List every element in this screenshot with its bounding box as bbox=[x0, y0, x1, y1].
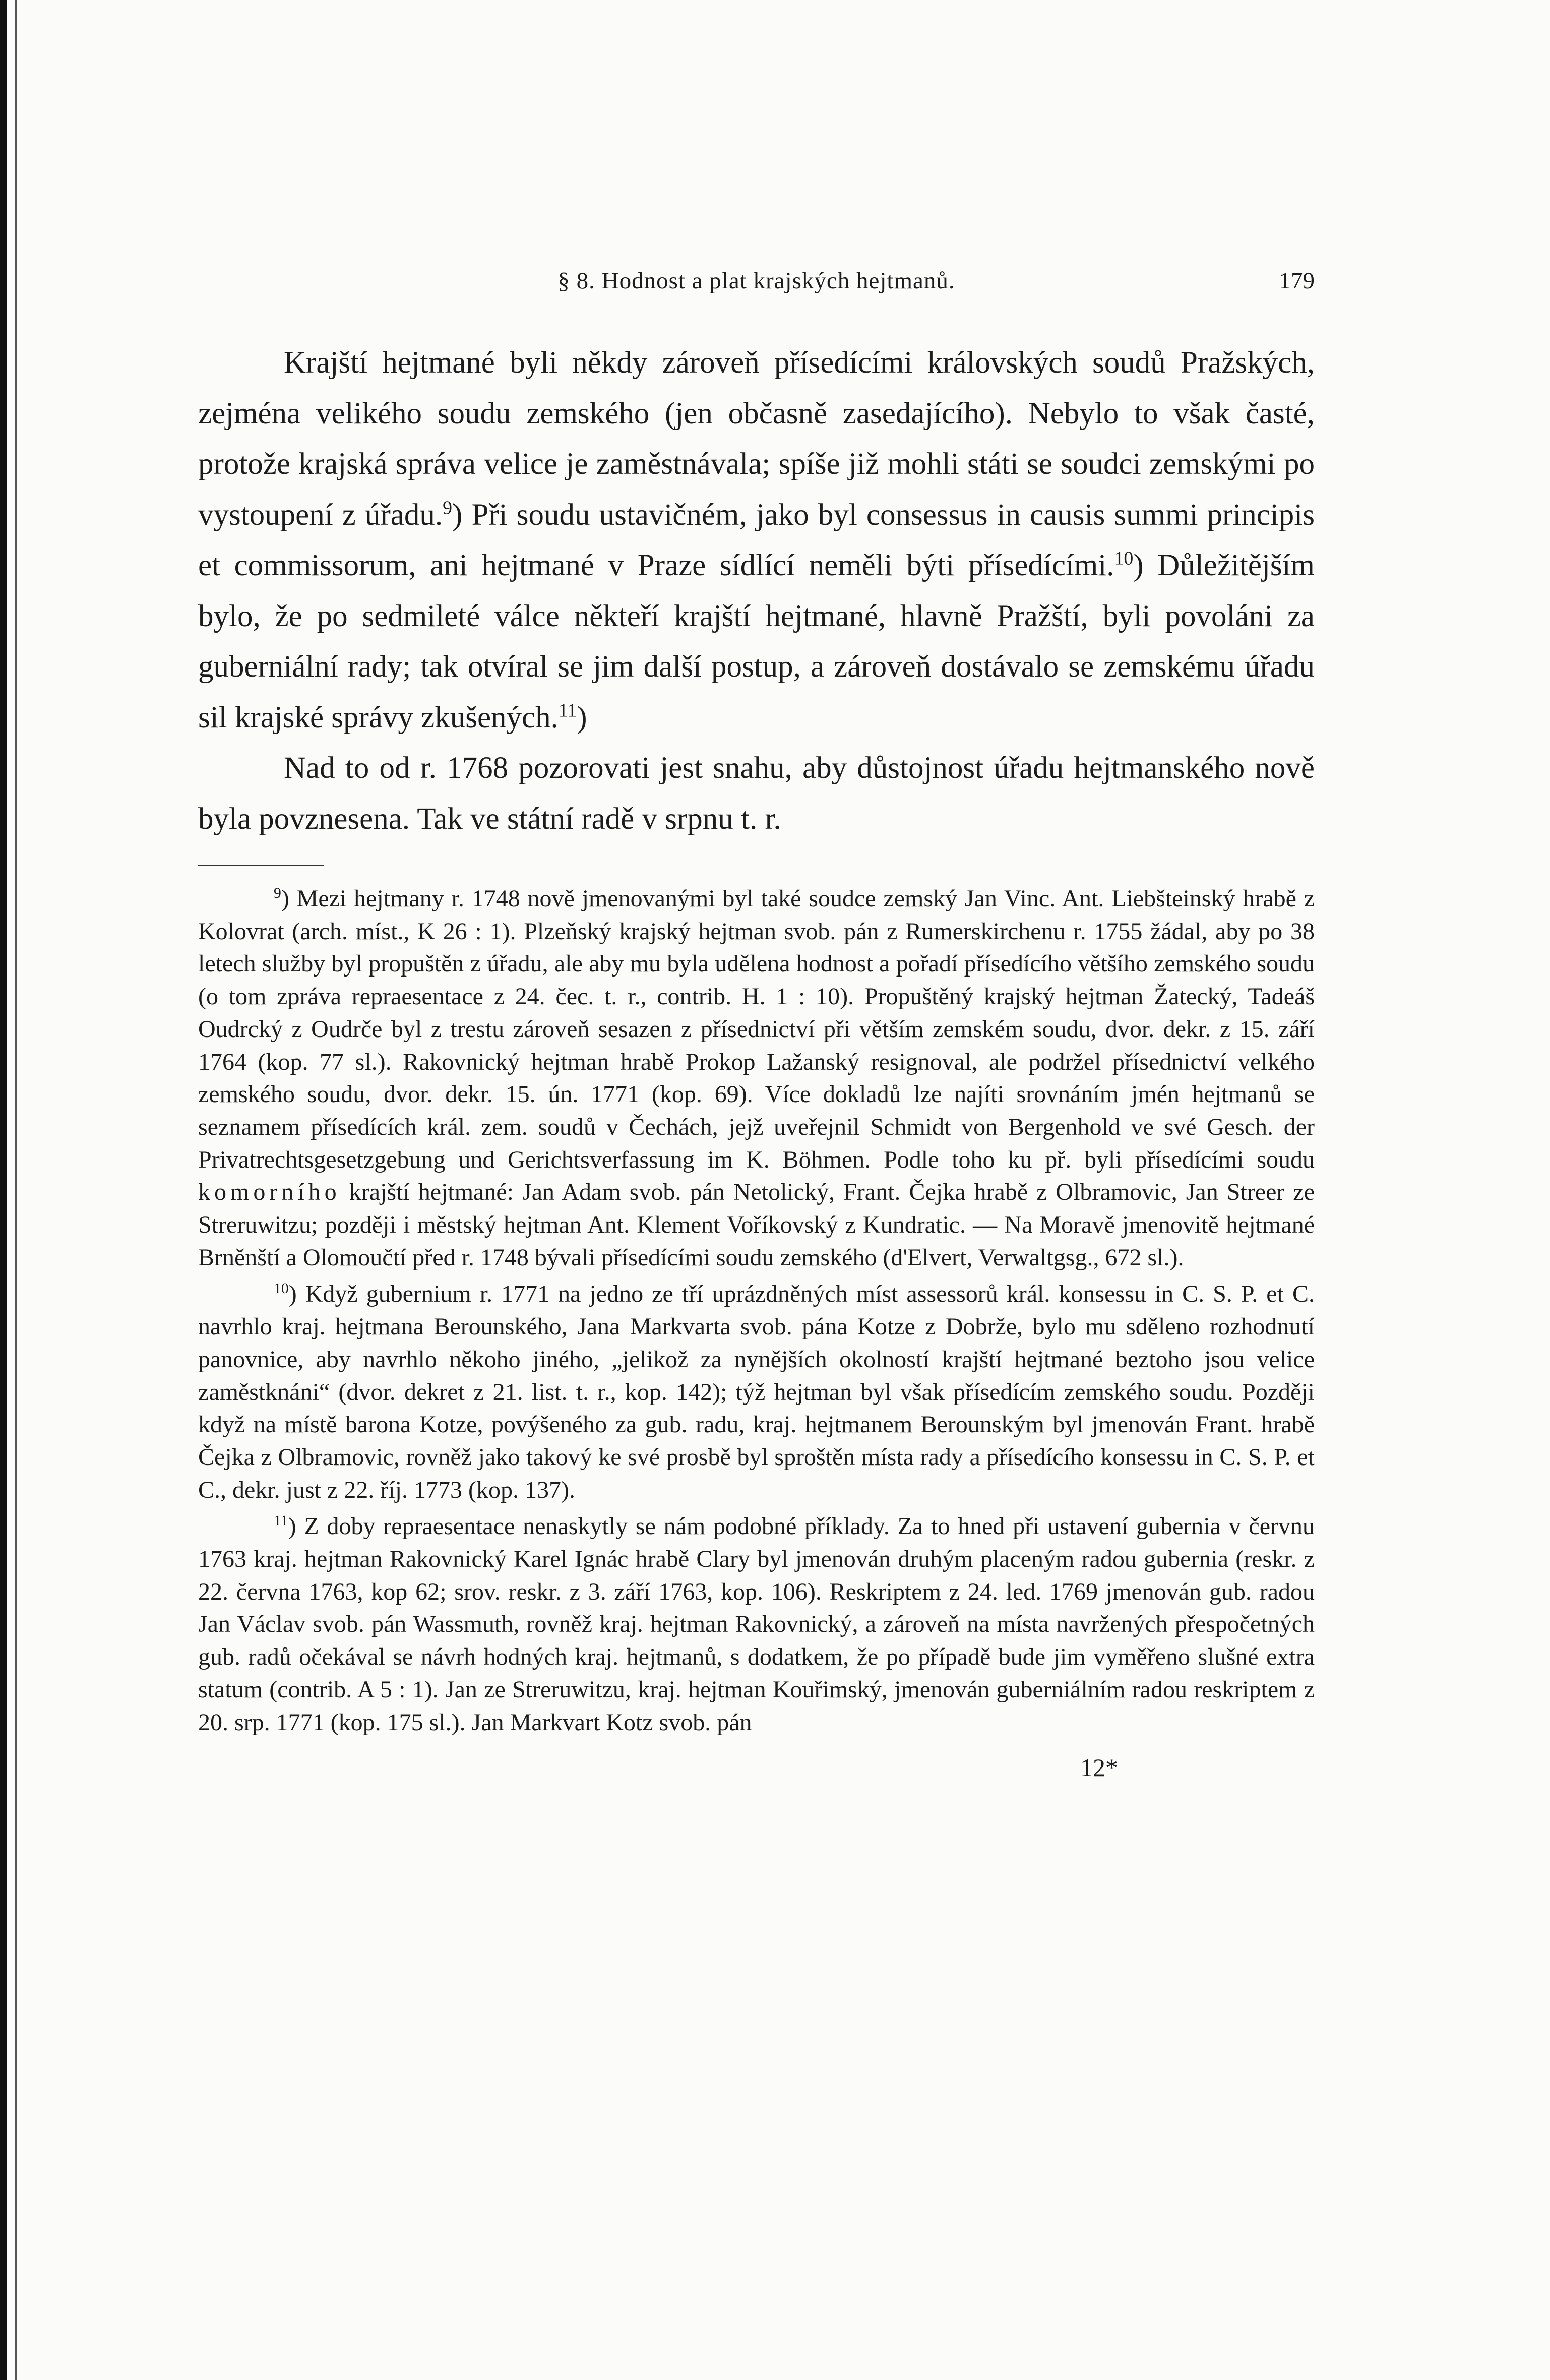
footnote-ref-11: 11 bbox=[558, 700, 577, 721]
header-title: § 8. Hodnost a plat krajských hejtmanů. bbox=[557, 268, 955, 294]
footnotes bbox=[198, 883, 1315, 1739]
footnote-9: $^9$) Mezi hejtmany r. 1748 nově jmenovanými byl také soudce zemský Jan Vinc. Ant. Liebšteinský hrabě z Kolovrat (arch. míst., K 26 : 1). Plzeňský krajský hejtman svob. pán z Rumerskirchenu r. 1755 žádal, aby po 38 letech služby byl propuštěn z úřadu, ale aby mu byla udělena hodnost a pořadí přísedícího většího zemského soudu (o tom zpráva repraesentace z 24. čec. t. r., contrib. H. 1 : 10). Propuštěný krajský hejtman Žatecký, Tadeáš Oudrcký z Oudrče byl z trestu zároveň sesazen z přísednictví při větším zemském soudu, dvor. dekr. z 15. září 1764 (kop. 77 sl.). Rakovnický hejtman hrabě Prokop Lažanský resignoval, ale podržel přísednictví velkého zemského soudu, dvor. dekr. 15. ún. 1771 (kop. 69). Více dokladů lze najíti srovnáním jmén hejtmanů se seznamem přísedících král. zem. soudů v Čechách, jejž uveřejnil Schmidt von Bergenhold ve své Gesch. der Privatrechtsgesetzgebung und Gerichtsverfassung im K. Böhmen. Podle toho ku př. byli přísedícími soudu komorního krajští hejtmané: Jan Adam svob. pán Netolický, Frant. Čejka hrabě z Olbramovic, Jan Streer ze Streruwitzu; později i městský hejtman Ant. Klement Voříkovský z Kundratic. — Na Moravě jmenovitě hejtmané Brněnští a Olomoučtí před r. 1748 bývali přísedícími soudu zemského (d'Elvert, Verwaltgsg., 672 sl.). bbox=[198, 885, 1315, 1271]
footnote-ref-10: 10 bbox=[1114, 547, 1134, 569]
book-page bbox=[198, 267, 1315, 1782]
footnote-ref-9: 9 bbox=[443, 497, 453, 519]
main-text bbox=[198, 338, 1315, 844]
footnote-divider bbox=[198, 865, 324, 866]
footnote-10: $^{10}$) Když gubernium r. 1771 na jedno ze tří uprázdněných míst assessorů král. konsessu in C. S. P. et C. navrhlo kraj. hejtmana Berounského, Jana Markvarta svob. pána Kotze z Dobrže, bylo mu sděleno rozhodnutí panovnice, aby navrhlo někoho jiného, „jelikož za nynějších okolností krajští hejtmané beztoho jsou velice zaměstknáni“ (dvor. dekret z 21. list. t. r., kop. 142); týž hejtman byl však přísedícím zemského soudu. Později když na místě barona Kotze, povýšeného za gub. radu, kraj. hejtmanem Berounským byl jmenován Frant. hrabě Čejka z Olbramovic, rovněž jako takový ke své prosbě byl sproštěn místa rady a přísedícího konsessu in C. S. P. et C., dekr. just z 22. říj. 1773 (kop. 137). bbox=[198, 1280, 1315, 1503]
signature-mark: 12* bbox=[1080, 1753, 1118, 1782]
paragraph-1: Krajští hejtmané byli někdy zároveň přísedícími královských soudů Pražských, zejména velikého soudu zemského (jen občasně zasedajícího). Nebylo to však časté, protože krajská správa velice je zaměstnávala; spíše již mohli státi se soudci zemskými po vystoupení z úřadu.$^9$) Při soudu ustavičném, jako byl consessus in causis summi principis et commissorum, ani hejtmané v Praze sídlící neměli býti přísedícími.$^{10}$) Důležitějším bylo, že po sedmileté válce někteří krajští hejtmané, hlavně Pražští, byli povoláni za guberniální rady; tak otvíral se jim další postup, a zároveň dostávalo se zemskému úřadu sil krajské správy zkušených.$^{11}$) bbox=[198, 346, 1315, 735]
scan-edge-dark bbox=[0, 0, 7, 2380]
spaced-word: komorního bbox=[198, 1179, 341, 1206]
footnote-11: $^{11}$) Z doby repraesentace nenaskytly se nám podobné příklady. Za to hned při ustavení gubernia v červnu 1763 kraj. hejtman Rakovnický Karel Ignác hrabě Clary byl jmenován druhým placeným radou gubernia (reskr. z 22. června 1763, kop 62; srov. reskr. z 3. září 1763, kop. 106). Reskriptem z 24. led. 1769 jmenován gub. radou Jan Václav svob. pán Wassmuth, rovněž kraj. hejtman Rakovnický, a zároveň na místa navržených přespočetných gub. radů očekával se návrh hodných kraj. hejtmanů, s dodatkem, že po případě bude jim vyměřeno slušné extra statum (contrib. A 5 : 1). Jan ze Streruwitzu, kraj. hejtman Kouřimský, jmenován guberniálním radou reskriptem z 20. srp. 1771 (kop. 175 sl.). Jan Markvart Kotz svob. pán bbox=[198, 1512, 1315, 1736]
scan-edge-line bbox=[15, 0, 17, 2380]
page-number: 179 bbox=[1279, 268, 1315, 294]
paragraph-2: Nad to od r. 1768 pozorovati jest snahu, aby důstojnost úřadu hejtmanského nově byla povznesena. Tak ve státní radě v srpnu t. r. bbox=[198, 751, 1315, 836]
running-header bbox=[198, 267, 1315, 308]
